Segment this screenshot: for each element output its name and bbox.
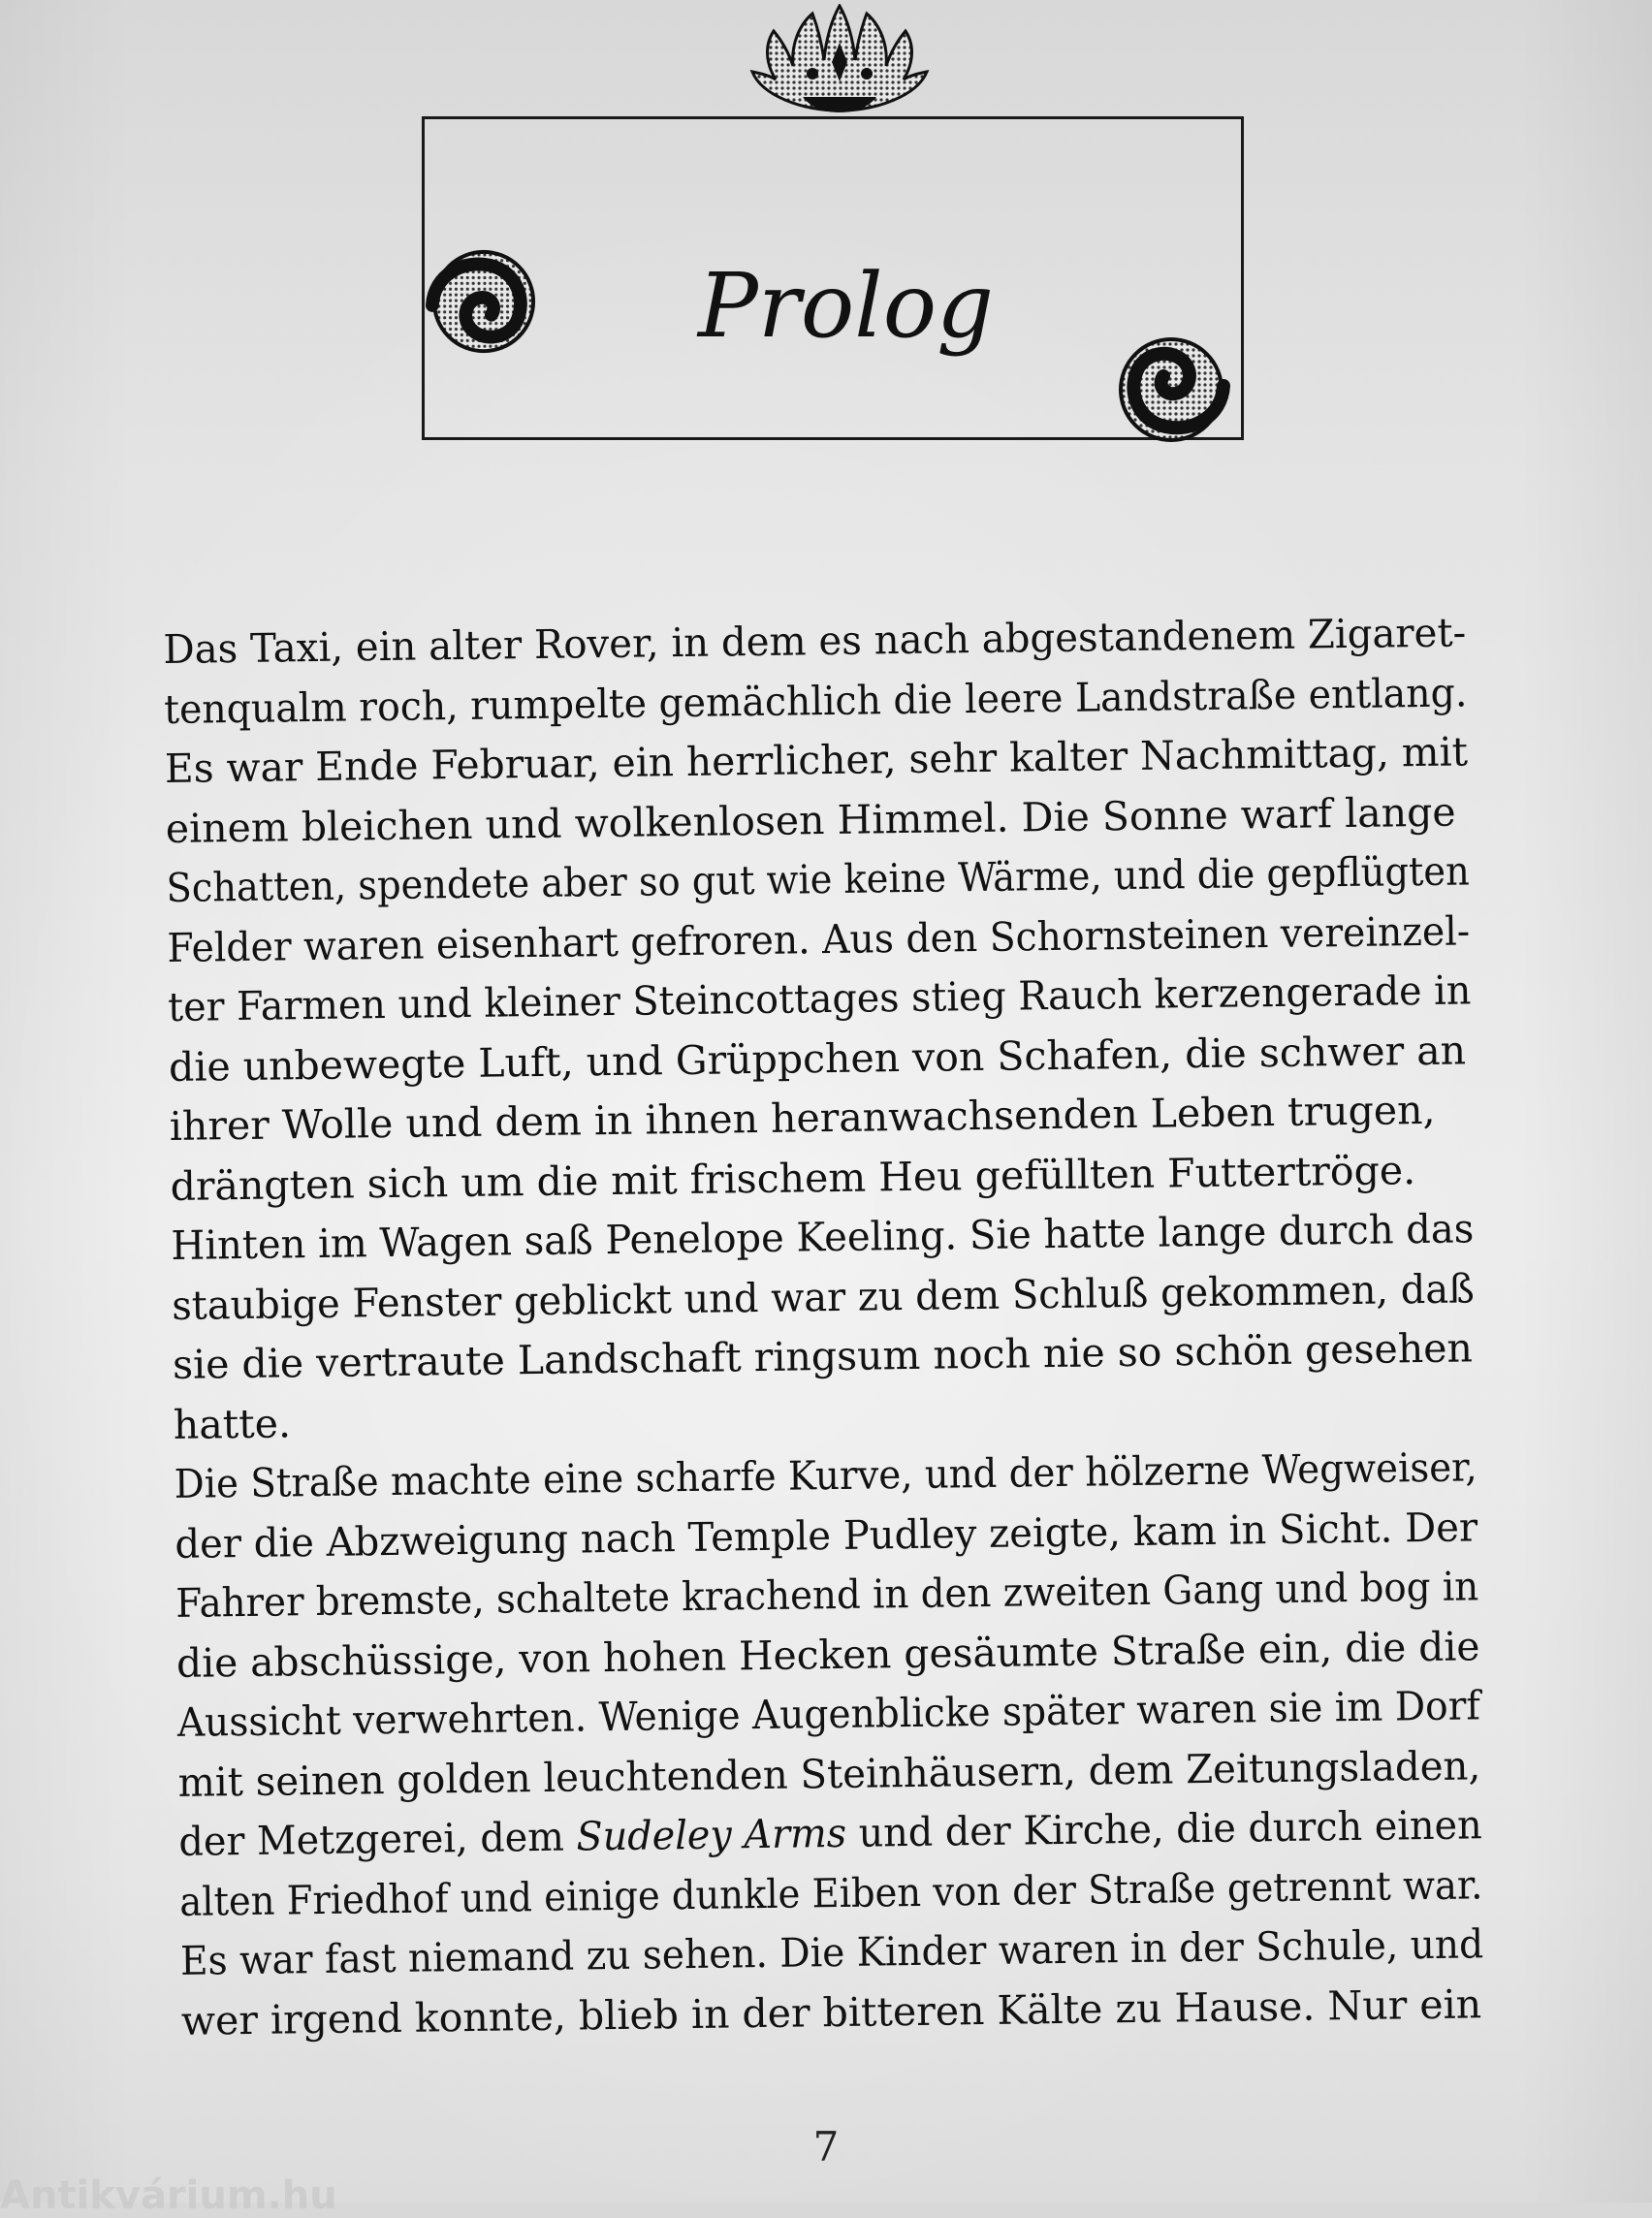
text-line: Schatten, spendete aber so gut wie keine Wärme, und die gepflügten <box>166 847 1471 911</box>
text-line: Fahrer bremste, schaltete krachend in den zweiten Gang und bog in <box>175 1563 1479 1627</box>
text-line: Es war fast niemand zu sehen. Die Kinder waren in der Schule, und <box>179 1920 1484 1984</box>
text-line: staubige Fenster geblickt und war zu dem Schluß gekommen, daß <box>171 1264 1476 1329</box>
swirl-ornament-left-icon <box>425 246 539 361</box>
body-text <box>163 603 1484 2050</box>
text-run: und der Kirche, die durch einen <box>845 1801 1482 1856</box>
text-line: tenqualm roch, rumpelte gemächlich die leere Landstraße entlang. <box>163 668 1468 733</box>
text-line: Felder waren eisenhart gefroren. Aus den Schornsteinen vereinzel- <box>167 906 1471 971</box>
text-line: ter Farmen und kleiner Steincottages stieg Rauch kerzengerade in <box>167 966 1472 1030</box>
text-run: der Metzgerei, dem <box>178 1813 577 1865</box>
watermark: Antikvárium.hu <box>0 2173 337 2218</box>
text-line: alten Friedhof und einige dunkle Eiben von der Straße getrennt war. <box>178 1860 1483 1925</box>
text-line: hatte. <box>173 1399 292 1448</box>
chapter-title: Prolog <box>698 254 994 358</box>
text-line: Es war Ende Februar, ein herrlicher, sehr kalter Nachmittag, mit <box>164 728 1469 792</box>
text-line: Das Taxi, ein alter Rover, in dem es nach abgestandenem Zigaret- <box>163 609 1467 673</box>
text-line: sie die vertraute Landschaft ringsum noch nie so schön gesehen <box>172 1324 1474 1388</box>
text-line: Die Straße machte eine scharfe Kurve, und der hölzerne Wegweiser, <box>174 1443 1477 1507</box>
text-line: mit seinen golden leuchtenden Steinhäusern, dem Zeitungsladen, <box>177 1741 1481 1806</box>
text-line: die unbewegte Luft, und Grüppchen von Schafen, die schwer an <box>168 1026 1467 1091</box>
text-line: der die Abzweigung nach Temple Pudley zeigte, kam in Sicht. Der <box>175 1503 1478 1568</box>
paragraph <box>171 1199 1477 1455</box>
text-line: ihrer Wolle und dem in ihnen heranwachsenden Leben trugen, <box>169 1086 1436 1150</box>
text-line: Hinten im Wagen saß Penelope Keeling. Sie hatte lange durch das <box>171 1205 1475 1269</box>
text-line: einem bleichen und wolkenlosen Himmel. Die Sonne warf lange <box>165 788 1456 852</box>
page-number: 7 <box>812 2123 840 2170</box>
paragraph <box>163 603 1474 1217</box>
text-line: wer irgend konnte, blieb in der bitteren Kälte zu Hause. Nur ein <box>180 1980 1482 2044</box>
italic-place-name: Sudeley Arms <box>576 1809 847 1860</box>
lotus-ornament-icon <box>745 4 935 116</box>
text-line: drängten sich um die mit frischem Heu gefüllten Futtertröge. <box>170 1146 1416 1210</box>
text-line: Aussicht verwehrten. Wenige Augenblicke später waren sie im Dorf <box>176 1682 1481 1746</box>
paragraph <box>174 1438 1484 2051</box>
swirl-ornament-right-icon <box>1115 330 1231 446</box>
text-line: die abschüssige, von hohen Hecken gesäumte Straße ein, die die <box>175 1622 1480 1687</box>
